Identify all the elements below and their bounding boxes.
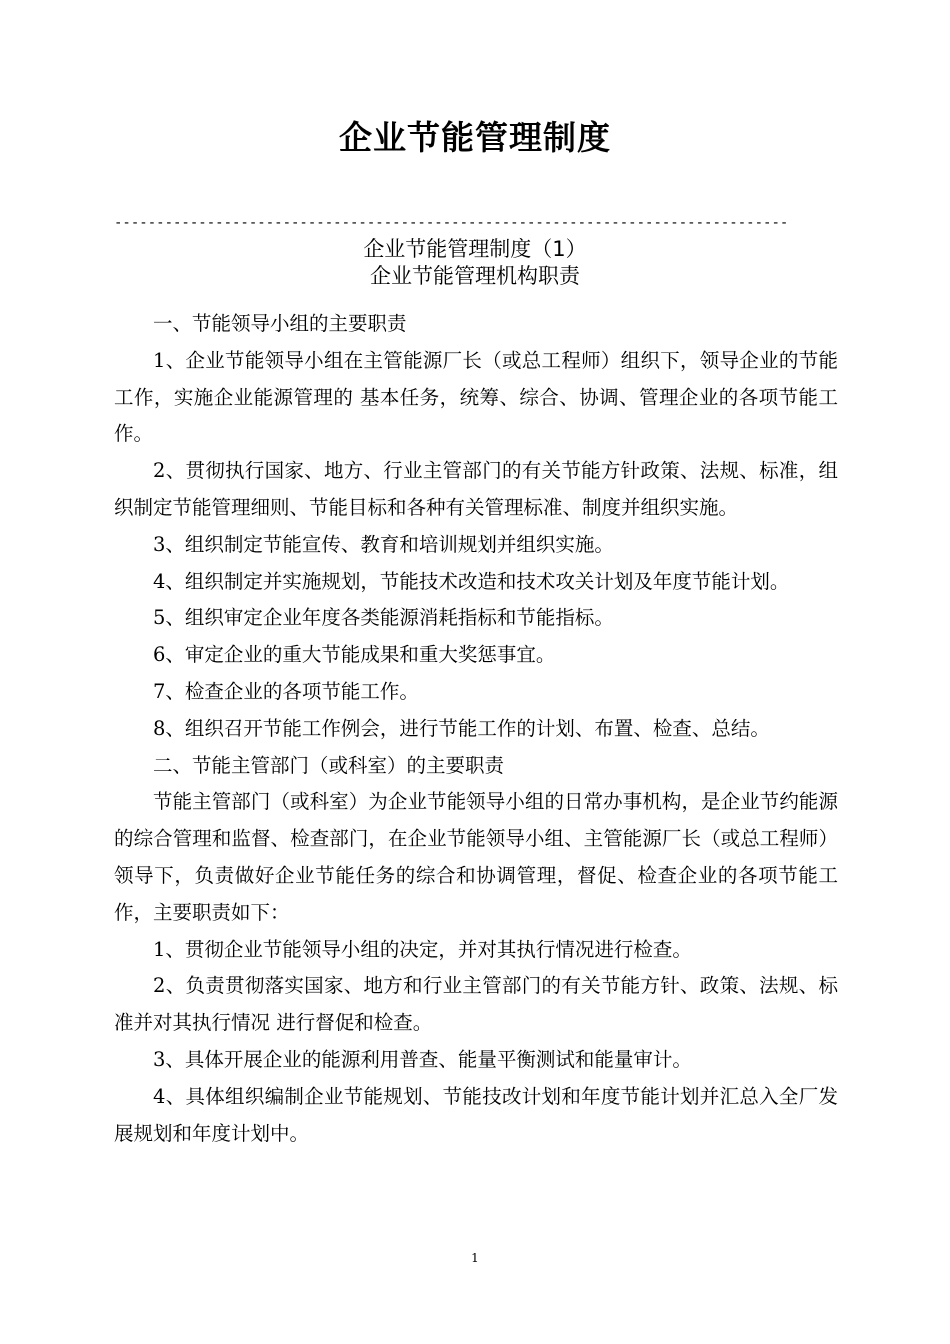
paragraph: 4、组织制定并实施规划，节能技术改造和技术攻关计划及年度节能计划。 — [153, 569, 790, 593]
paragraph: 3、组织制定节能宣传、教育和培训规划并组织实施。 — [153, 532, 614, 556]
paragraph: 一、节能领导小组的主要职责 — [153, 312, 407, 335]
paragraph: 3、具体开展企业的能源利用普查、能量平衡测试和能量审计。 — [153, 1047, 692, 1071]
paragraph: 2、贯彻执行国家、地方、行业主管部门的有关节能方针政策、法规、标准，组织制定节能管理细则、节能目标和各种有关管理标准、制度并组织实施。 — [114, 459, 838, 519]
paragraph: 1、贯彻企业节能领导小组的决定，并对其执行情况进行检查。 — [153, 937, 692, 961]
paragraph: 5、组织审定企业年度各类能源消耗指标和节能指标。 — [153, 606, 614, 630]
paragraph: 2、负责贯彻落实国家、地方和行业主管部门的有关节能方针、政策、法规、标准并对其执行情况 进行督促和检查。 — [114, 974, 838, 1035]
section-heading: 企业节能管理制度（1） — [363, 237, 587, 261]
paragraph: 7、检查企业的各项节能工作。 — [153, 679, 419, 703]
section-divider: -------------------------------------------------------------------------------- — [114, 215, 789, 231]
paragraph: 1、企业节能领导小组在主管能源厂长（或总工程师）组织下，领导企业的节能工作，实施企业能源管理的 基本任务，统筹、综合、协调、管理企业的各项节能工作。 — [114, 348, 838, 446]
page-number: 1 — [471, 1251, 479, 1265]
paragraph: 4、具体组织编制企业节能规划、节能技改计划和年度节能计划并汇总入全厂发展规划和年度计划中。 — [114, 1084, 838, 1145]
section-subheading: 企业节能管理机构职责 — [370, 264, 580, 288]
paragraph: 节能主管部门（或科室）为企业节能领导小组的日常办事机构，是企业节约能源的综合管理和监督、检查部门，在企业节能领导小组、主管能源厂长（或总工程师）领导下，负责做好企业节能任务的综合和协调管理，督促、检查企业的各项节能工作，主要职责如下： — [114, 790, 838, 924]
paragraph: 6、审定企业的重大节能成果和重大奖惩事宜。 — [153, 643, 556, 667]
paragraph: 8、组织召开节能工作例会，进行节能工作的计划、布置、检查、总结。 — [153, 716, 770, 740]
document-body — [114, 306, 838, 1152]
paragraph: 二、节能主管部门（或科室）的主要职责 — [153, 753, 505, 777]
document-title: 企业节能管理制度 — [339, 118, 611, 157]
